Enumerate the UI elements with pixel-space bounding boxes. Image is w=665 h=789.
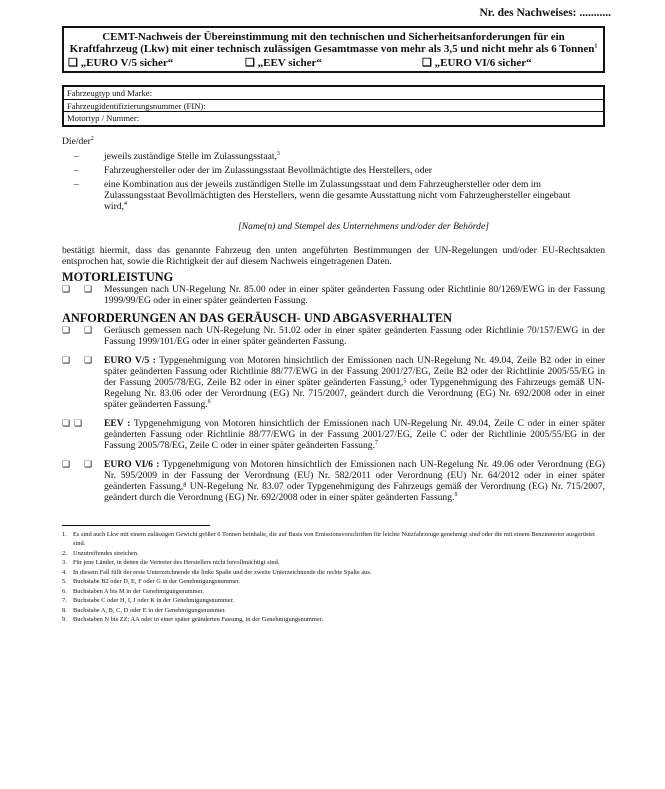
field-engine-type[interactable]: Motortyp / Nummer: bbox=[67, 113, 140, 123]
option-label: „EEV sicher“ bbox=[257, 57, 322, 69]
section-heading: MOTORLEISTUNG bbox=[62, 269, 174, 284]
footnote: 1. Es sind auch Lkw mit einem zulässigen Gewicht größer 6 Tonnen beinhalte, die auf Basis von Emissionsvorschriften für leichte Nutzfahrzeuge genehmigt sind oder die mit einem Benzinmotor ausgerüstet sind. bbox=[62, 530, 595, 547]
footnote-ref: 7 bbox=[374, 439, 378, 446]
requirement-item bbox=[62, 325, 605, 347]
checkbox-icon[interactable]: ❑ bbox=[62, 354, 71, 365]
footnote: 3. Für jene Länder, in denen die Vertreter des Herstellers nicht bevollmächtigt sind. bbox=[62, 559, 280, 566]
issuer-label-text: Die/der bbox=[62, 135, 91, 147]
list-item: – eine Kombination aus der jeweils zuständigen Stelle im Zulassungsstaat und dem Fahrzeughersteller oder dem im Zulassungsstaat Bevollmächtigten des Herstellers, wenn die gesamte Ausstattung nicht vom Fahrzeughersteller eingebaut wird,$^4$ bbox=[74, 178, 571, 212]
footnote: 7. Buchstabe C oder H, I, J oder K in der Genehmigungsnummer. bbox=[62, 597, 234, 604]
item-label: EEV : bbox=[104, 417, 131, 429]
category-options bbox=[68, 57, 599, 69]
title-box bbox=[62, 26, 605, 73]
list-item-text: jeweils zuständige Stelle im Zulassungsstaat, bbox=[104, 150, 277, 162]
issuer-label bbox=[62, 136, 605, 147]
requirement-item bbox=[62, 459, 605, 503]
footnotes bbox=[62, 530, 605, 625]
certificate-number-label: Nr. des Nachweises: ........... bbox=[479, 7, 611, 19]
checkbox-icon[interactable]: ❑ bbox=[84, 283, 93, 294]
footnote-ref: 9 bbox=[454, 491, 458, 498]
footnote-divider bbox=[62, 525, 210, 526]
footnote-ref: 2 bbox=[90, 135, 94, 142]
footnote: 2. Unzutreffendes streichen. bbox=[62, 549, 139, 557]
footnote-text: In diesem Fall füllt der erste Unterzeichnende die linke Spalte und der zweite Unterzeichnende die rechte Spalte aus. bbox=[73, 568, 372, 576]
checkbox-icon[interactable]: ❑ bbox=[74, 417, 83, 428]
option-euro-vi[interactable] bbox=[422, 57, 599, 69]
document-page bbox=[62, 7, 611, 625]
checkbox-icon[interactable]: ❑ bbox=[422, 57, 432, 69]
footnote-text: Buchstaben A bis M in der Genehmigungsnummer. bbox=[73, 587, 204, 595]
document-title bbox=[68, 31, 599, 55]
checkbox-icon[interactable]: ❑ bbox=[68, 57, 78, 69]
item-text: Geräusch gemessen nach UN-Regelung Nr. 51.02 oder in einer später geänderten Fassung oder Richtlinie 70/157/EWG in der Fassung 1999/101/EG oder in einer später geänderten Fassung. bbox=[104, 324, 605, 347]
option-label: „EURO V/5 sicher“ bbox=[80, 57, 174, 69]
footnote: 8. Buchstabe A, B, C, D oder E in der Genehmigungsnummer. bbox=[62, 606, 226, 614]
requirement-item bbox=[62, 355, 605, 410]
checkbox-icon[interactable]: ❑ bbox=[84, 458, 93, 469]
requirement-item bbox=[62, 418, 605, 451]
option-label: „EURO VI/6 sicher“ bbox=[434, 57, 532, 69]
checkbox-icon[interactable]: ❑ bbox=[245, 57, 255, 69]
item-label: EURO V/5 : bbox=[104, 354, 156, 366]
item-label: EURO VI/6 : bbox=[104, 458, 160, 470]
checkbox-icon[interactable]: ❑ bbox=[62, 283, 71, 294]
footnote-text: Unzutreffendes streichen. bbox=[73, 549, 139, 557]
checkbox-icon[interactable]: ❑ bbox=[62, 417, 71, 428]
footnote-ref: 3 bbox=[276, 150, 280, 157]
title-text: CEMT-Nachweis der Übereinstimmung mit den technischen und Sicherheitsanforderungen für ein Kraftfahrzeug (Lkw) mit einer technisch zulässigen Gesamtmasse von mehr als 3,5 und nicht mehr als 6 Tonnen bbox=[69, 31, 595, 55]
footnote: 5. Buchstabe B2 oder D, E, F oder G in der Genehmigungsnummer. bbox=[62, 578, 241, 585]
section-heading: ANFORDERUNGEN AN DAS GERÄUSCH- UND ABGASVERHALTEN bbox=[62, 310, 453, 325]
list-item: – jeweils zuständige Stelle im Zulassungsstaat,$^3$ bbox=[74, 150, 280, 162]
requirement-item bbox=[62, 284, 605, 306]
checkbox-icon[interactable]: ❑ bbox=[62, 458, 71, 469]
footnote-text: Es sind auch Lkw mit einem zulässigen Gewicht größer 6 Tonnen beinhalte, die auf Basis von Emissionsvorschriften für leichte Nutzfahrzeuge genehmigt sind oder die mit einem Benzinmotor ausgerüstet sind. bbox=[73, 530, 595, 547]
list-item-text: eine Kombination aus der jeweils zuständigen Stelle im Zulassungsstaat und dem Fahrzeughersteller oder dem im Zulassungsstaat Bevollmächtigten des Herstellers, wenn die gesamte Ausstattung nicht vom Fahrzeughersteller eingebaut wird, bbox=[104, 178, 571, 212]
footnote-text: Buchstaben N bis ZZ; AA oder in einer später geänderten Fassung, in der Genehmigungsnummer. bbox=[73, 616, 324, 623]
checkbox-icon[interactable]: ❑ bbox=[84, 324, 93, 335]
footnote-ref: 6 bbox=[207, 398, 211, 405]
confirmation-text: bestätigt hiermit, dass das genannte Fahrzeug den unten angeführten Bestimmungen der UN-Regelungen und/oder EU-Rechtsakten entsprochen hat, sowie die Richtigkeit der auf diesem Nachweis eingetragenen Daten. bbox=[62, 244, 605, 267]
footnote-text: Für jene Länder, in denen die Vertreter des Herstellers nicht bevollmächtigt sind. bbox=[73, 559, 280, 566]
field-vehicle-type[interactable]: Fahrzeugtyp und Marke: bbox=[64, 87, 603, 100]
option-euro-v[interactable] bbox=[68, 57, 245, 69]
checkbox-icon[interactable]: ❑ bbox=[84, 354, 93, 365]
item-text: Typgenehmigung von Motoren hinsichtlich der Emissionen nach UN-Regelung Nr. 49.06 oder Verordnung (EG) Nr. 595/2009 in der Fassung der Verordnung (EU) Nr. 582/2011 oder Verordnung (EU) Nr. 64/2012 oder in einer später geänderten Fassung,⁸ UN-Regelung Nr. 83.07 oder Typgenehmigung des Fahrzeugs gemäß der Verordnung (EG) Nr. 715/2007, geändert durch die Verordnung (EG) Nr. 692/2008 oder in einer später geänderten Fassung. bbox=[104, 458, 605, 503]
footnote-text: Buchstabe A, B, C, D oder E in der Genehmigungsnummer. bbox=[73, 606, 226, 614]
footnote-text: Buchstabe C oder H, I, J oder K in der Genehmigungsnummer. bbox=[73, 597, 234, 604]
list-item-text: Fahrzeughersteller oder der im Zulassungsstaat Bevollmächtigte des Herstellers, oder bbox=[104, 164, 432, 176]
option-eev[interactable] bbox=[245, 57, 422, 69]
footnote: 6. Buchstaben A bis M in der Genehmigungsnummer. bbox=[62, 587, 204, 595]
footnote: 4. In diesem Fall füllt der erste Unterzeichnende die linke Spalte und der zweite Unterzeichnende die rechte Spalte aus. bbox=[62, 568, 372, 576]
footnote: 9. Buchstaben N bis ZZ; AA oder in einer später geänderten Fassung, in der Genehmigungsnummer. bbox=[62, 616, 324, 623]
item-text: Messungen nach UN-Regelung Nr. 85.00 oder in einer später geänderten Fassung oder Richtlinie 80/1269/EWG in der Fassung 1999/99/EG oder in einer später geänderten Fassung. bbox=[104, 283, 605, 306]
checkbox-icon[interactable]: ❑ bbox=[62, 324, 71, 335]
field-vin[interactable]: Fahrzeugidentifizierungsnummer (FIN): bbox=[64, 100, 603, 113]
footnote-ref: 1 bbox=[594, 43, 598, 50]
vehicle-fields bbox=[62, 85, 605, 127]
item-text: Typgenehmigung von Motoren hinsichtlich der Emissionen nach UN-Regelung Nr. 49.04, Zeile C oder in einer später geänderten Fassung oder Richtlinie 88/77/EWG in der Fassung 2001/27/EG, Zeile C oder der Richtlinie 2005/55/EG in der Fassung 2005/78/EG, Zeile C oder in einer später geänderten Fassung. bbox=[104, 417, 605, 451]
issuer-list bbox=[74, 151, 605, 212]
footnote-text: Buchstabe B2 oder D, E, F oder G in der Genehmigungsnummer. bbox=[73, 578, 241, 585]
stamp-placeholder: [Name(n) und Stempel des Unternehmens und/oder der Behörde] bbox=[238, 220, 489, 232]
list-item: – Fahrzeughersteller oder der im Zulassungsstaat Bevollmächtigte des Herstellers, oder bbox=[74, 164, 432, 176]
item-text: Typgenehmigung von Motoren hinsichtlich der Emissionen nach UN-Regelung Nr. 49.04, Zeile B2 oder in einer später geänderten Fassung oder Richtlinie 88/77/EWG in der Fassung 2001/27/EG, Zeile B2 oder der Richtlinie 2005/55/EG in der Fassung 2005/78/EG, Zeile B2 oder in einer später geänderten Fassung,⁵ oder Typgenehmigung des Fahrzeugs gemäß UN-Regelung Nr. 83.06 oder der Verordnung (EG) Nr. 715/2007, geändert durch die Verordnung (EG) Nr. 692/2008 oder in einer später geänderten Fassung. bbox=[104, 354, 605, 410]
footnote-ref: 4 bbox=[123, 200, 127, 207]
